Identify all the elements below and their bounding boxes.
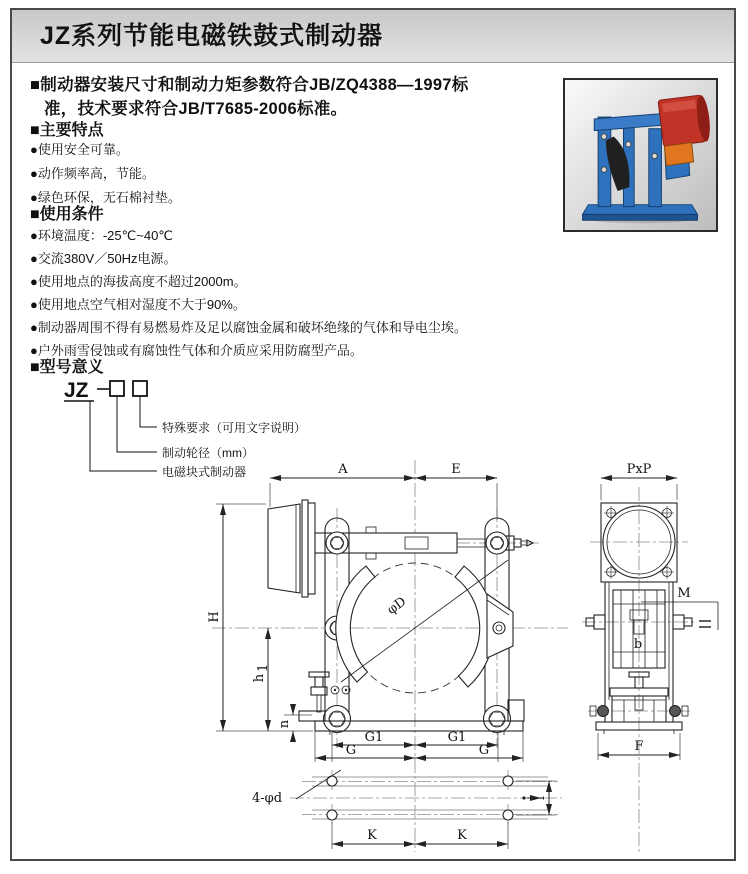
dim-label-l: l [533,795,548,801]
conditions-heading: ■使用条件 [30,206,104,223]
dim-label-a: A [338,462,348,477]
front-dimensions [207,462,523,762]
model-box-wheel [110,381,124,396]
dim-label-h: H [207,611,222,623]
dim-label-e: E [451,462,461,477]
dim-label-k: K [457,828,467,843]
bottom-view [252,770,562,849]
dim-label-g1: G1 [364,730,384,745]
model-diagram [64,379,306,479]
dim-label-g1: G1 [447,730,467,745]
dim-label-pxp: PxP [626,462,652,477]
condition-item: ●环境温度：-25℃~40℃ [30,228,173,243]
side-view [582,462,718,852]
model-label-wheel: 制动轮径（mm） [162,446,254,460]
dim-label-drum-diameter: φD [384,594,410,618]
svg-text:1: 1 [256,663,271,672]
condition-item: ●使用地点空气相对湿度不大于90%。 [30,297,246,312]
feature-item: ●使用安全可靠。 [30,142,129,157]
svg-text:h: h [252,673,267,683]
model-prefix: JZ [64,379,89,402]
condition-item: ●交流380V／50Hz电源。 [30,251,177,266]
dim-label-n: n [277,719,292,729]
model-label-special: 特殊要求（可用文字说明） [162,421,307,435]
dim-label-b: b [633,637,643,652]
model-box-special [133,381,147,396]
dim-label-k: K [367,828,377,843]
features-heading: ■主要特点 [30,122,104,139]
condition-item: ●户外雨雪侵蚀或有腐蚀性气体和介质应采用防腐型产品。 [30,343,363,358]
dim-label-holes: 4-φd [252,791,283,806]
model-heading: ■型号意义 [30,359,104,376]
page-title: JZ系列节能电磁铁鼓式制动器 [40,22,384,50]
feature-item: ●绿色环保，无石棉衬垫。 [30,190,181,205]
dim-label-g: G [478,743,490,758]
feature-item: ●动作频率高，节能。 [30,166,155,181]
condition-item: ●使用地点的海拔高度不超过2000m。 [30,274,247,289]
standards-line-1: ■制动器安装尺寸和制动力矩参数符合JB/ZQ4388—1997标 [30,76,469,94]
condition-item: ●制动器周围不得有易燃易炸及足以腐蚀金属和破坏绝缘的气体和导电尘埃。 [30,320,467,335]
dim-label-f: F [634,739,644,754]
model-label-type: 电磁块式制动器 [162,465,247,479]
standards-line-2: 准，技术要求符合JB/T7685-2006标准。 [44,100,348,118]
dim-label-m: M [677,586,691,601]
dim-label-g: G [345,743,357,758]
